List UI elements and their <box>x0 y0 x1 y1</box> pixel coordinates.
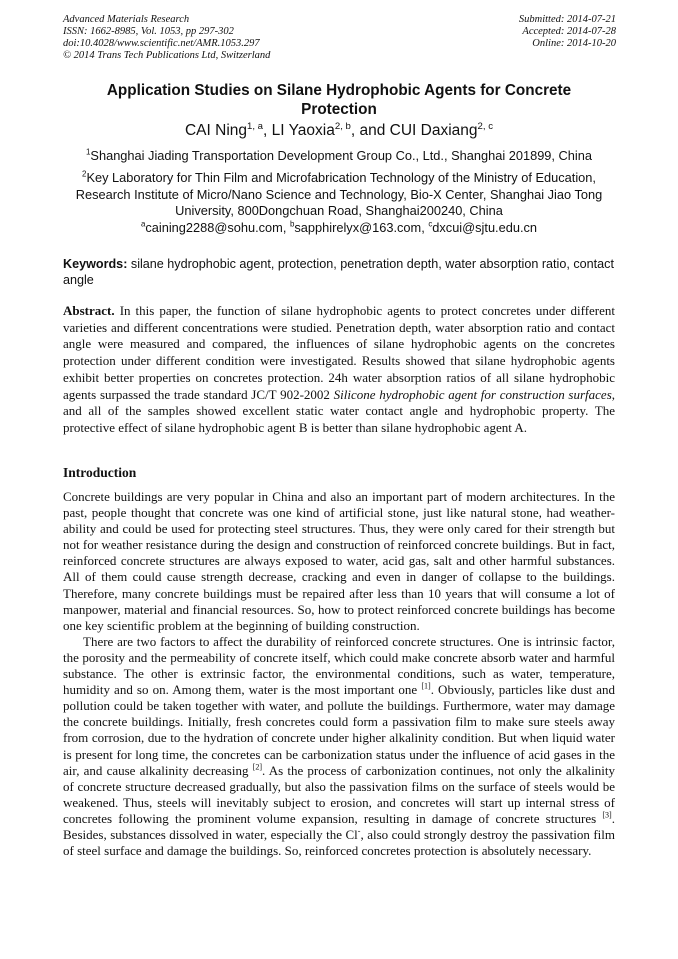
introduction-body <box>63 489 615 859</box>
email-link[interactable]: caining2288@sohu.com <box>145 220 283 235</box>
abstract: Abstract. In this paper, the function of silane hydrophobic agents to protect concretes under different varieties and different concentrations were studied. Penetration depth, water absorption ratio and contact angle were measured and compared, the influences of silane hydrophobic agents on the concretes protection under different condition were investigated. Results showed that silane hydrophobic agents exhibit better properties on concretes protection. 24h water absorption ratios of all silane hydrophobic agents surpassed the trade standard JC/T 902-2002 Silicone hydrophobic agent for construction surfaces, and all of the samples showed excellent static water contact angle and hydrophobic property. The protective effect of silane hydrophobic agent B is better than silane hydrophobic agent A. <box>63 303 616 435</box>
journal-header-right <box>519 14 616 50</box>
citation[interactable]: [3] <box>602 810 612 820</box>
affiliation-1: $^1$Shanghai Jiading Transportation Development Group Co., Ltd., Shanghai 201899, China <box>86 147 592 163</box>
email-list: $^a$caining2288@sohu.com, $^b$sapphirelyx@163.com, $^c$dxcui@sjtu.edu.cn <box>140 219 538 235</box>
author-superscript: 2, c <box>477 120 493 132</box>
affiliation-2: $^2$Key Laboratory for Thin Film and Microfabrication Technology of the Ministry of Education, Research Institute of Micro/Nano Science and Technology, Bio-X Center, Shanghai Jiao Tong University, 800Dongchuan Road, Shanghai200240, China <box>75 169 603 218</box>
author-name: CUI Daxiang <box>389 122 478 139</box>
author-list: CAI Ning$^{1, a}$, LI Yaoxia$^{2, b}$, and CUI Daxiang$^{2, c}$ <box>184 120 493 139</box>
citation[interactable]: [1] <box>421 681 431 691</box>
email-link[interactable]: sapphirelyx@163.com <box>294 220 422 235</box>
keywords-text: silane hydrophobic agent, protection, penetration depth, water absorption ratio, contact angle <box>63 257 614 287</box>
author-superscript: 2, b <box>334 120 351 132</box>
copyright-line: © 2014 Trans Tech Publications Ltd, Switzerland <box>63 50 271 61</box>
section-heading-introduction: Introduction <box>63 465 137 480</box>
journal-name: Advanced Materials Research <box>63 14 190 25</box>
email-link[interactable]: dxcui@sjtu.edu.cn <box>432 220 538 235</box>
author-name: CAI Ning <box>184 122 248 139</box>
paragraph: Concrete buildings are very popular in China and also an important part of modern architectures. In the past, people thought that concrete was one kind of artificial stone, just like natural stone, had weather-ability and could be used for protecting steel structures. Thus, they were only cared for their strength but not for weather resistance during the design and construction of reinforced concrete buildings. But in fact, reinforced concrete structures are always exposed to water, acid gas, salt and other harmful substances. All of them could cause strength decrease, cracking and even in danger of collapse to the buildings. Therefore, many concrete buildings must be repaired after less than 10 years that will consume a lot of manpower, material and financial resources. So, how to protect reinforced concrete buildings has become one key scientific problem at the beginning of building construction. <box>63 489 615 633</box>
abstract-label: Abstract. <box>63 303 115 318</box>
paragraph: There are two factors to affect the durability of reinforced concrete structures. One is intrinsic factor, the porosity and the permeability of concrete itself, which could make concrete absorb water and harmful substance. The other is extrinsic factor, the environmental conditions, such as water, temperature, humidity and so on. Among them, water is the most important one [1]. Obviously, particles like dust and pollution could be taken together with water, and pollute the buildings. Furthermore, water may damage the concrete buildings. Initially, fresh concretes could form a passivation film to make sure steels away from corrosion, due to the hydration of concrete under higher alkalinity condition. But when liquid water is present for long time, the concretes can be carbonization status under the influence of acid gases in the air, and cause alkalinity decreasing [2]. As the process of carbonization continues, not only the alkalinity of concrete structure decreased gradually, but also the passivation films on the surface of steels would be weakened. Thus, steels will inevitably subject to erosion, and concretes will start up internal stress of concretes following the prominent volume expansion, resulting in damage of concrete structures [3]. Besides, substances dissolved in water, especially the Cl-, also could strongly destroy the passivation film of steel surface and damage the buildings. So, reinforced concretes protection is absolutely necessary. <box>63 633 616 859</box>
standard-title: Silicone hydrophobic agent for construction surfaces <box>333 386 612 402</box>
author-name: LI Yaoxia <box>271 122 335 139</box>
citation[interactable]: [2] <box>252 762 263 772</box>
paper-title: Application Studies on Silane Hydrophobic Agents for Concrete Protection <box>106 82 572 118</box>
author-superscript: 1, a <box>247 120 264 132</box>
keywords-label: Keywords: <box>63 257 128 271</box>
keywords <box>63 256 615 288</box>
journal-header-left <box>63 14 270 62</box>
submitted-date: Submitted: 2014-07-21 <box>518 14 616 25</box>
online-date: Online: 2014-10-20 <box>532 38 616 49</box>
issn-line: ISSN: 1662-8985, Vol. 1053, pp 297-302 <box>63 26 234 37</box>
doi-line: doi:10.4028/www.scientific.net/AMR.1053.297 <box>63 38 260 49</box>
accepted-date: Accepted: 2014-07-28 <box>522 26 616 37</box>
